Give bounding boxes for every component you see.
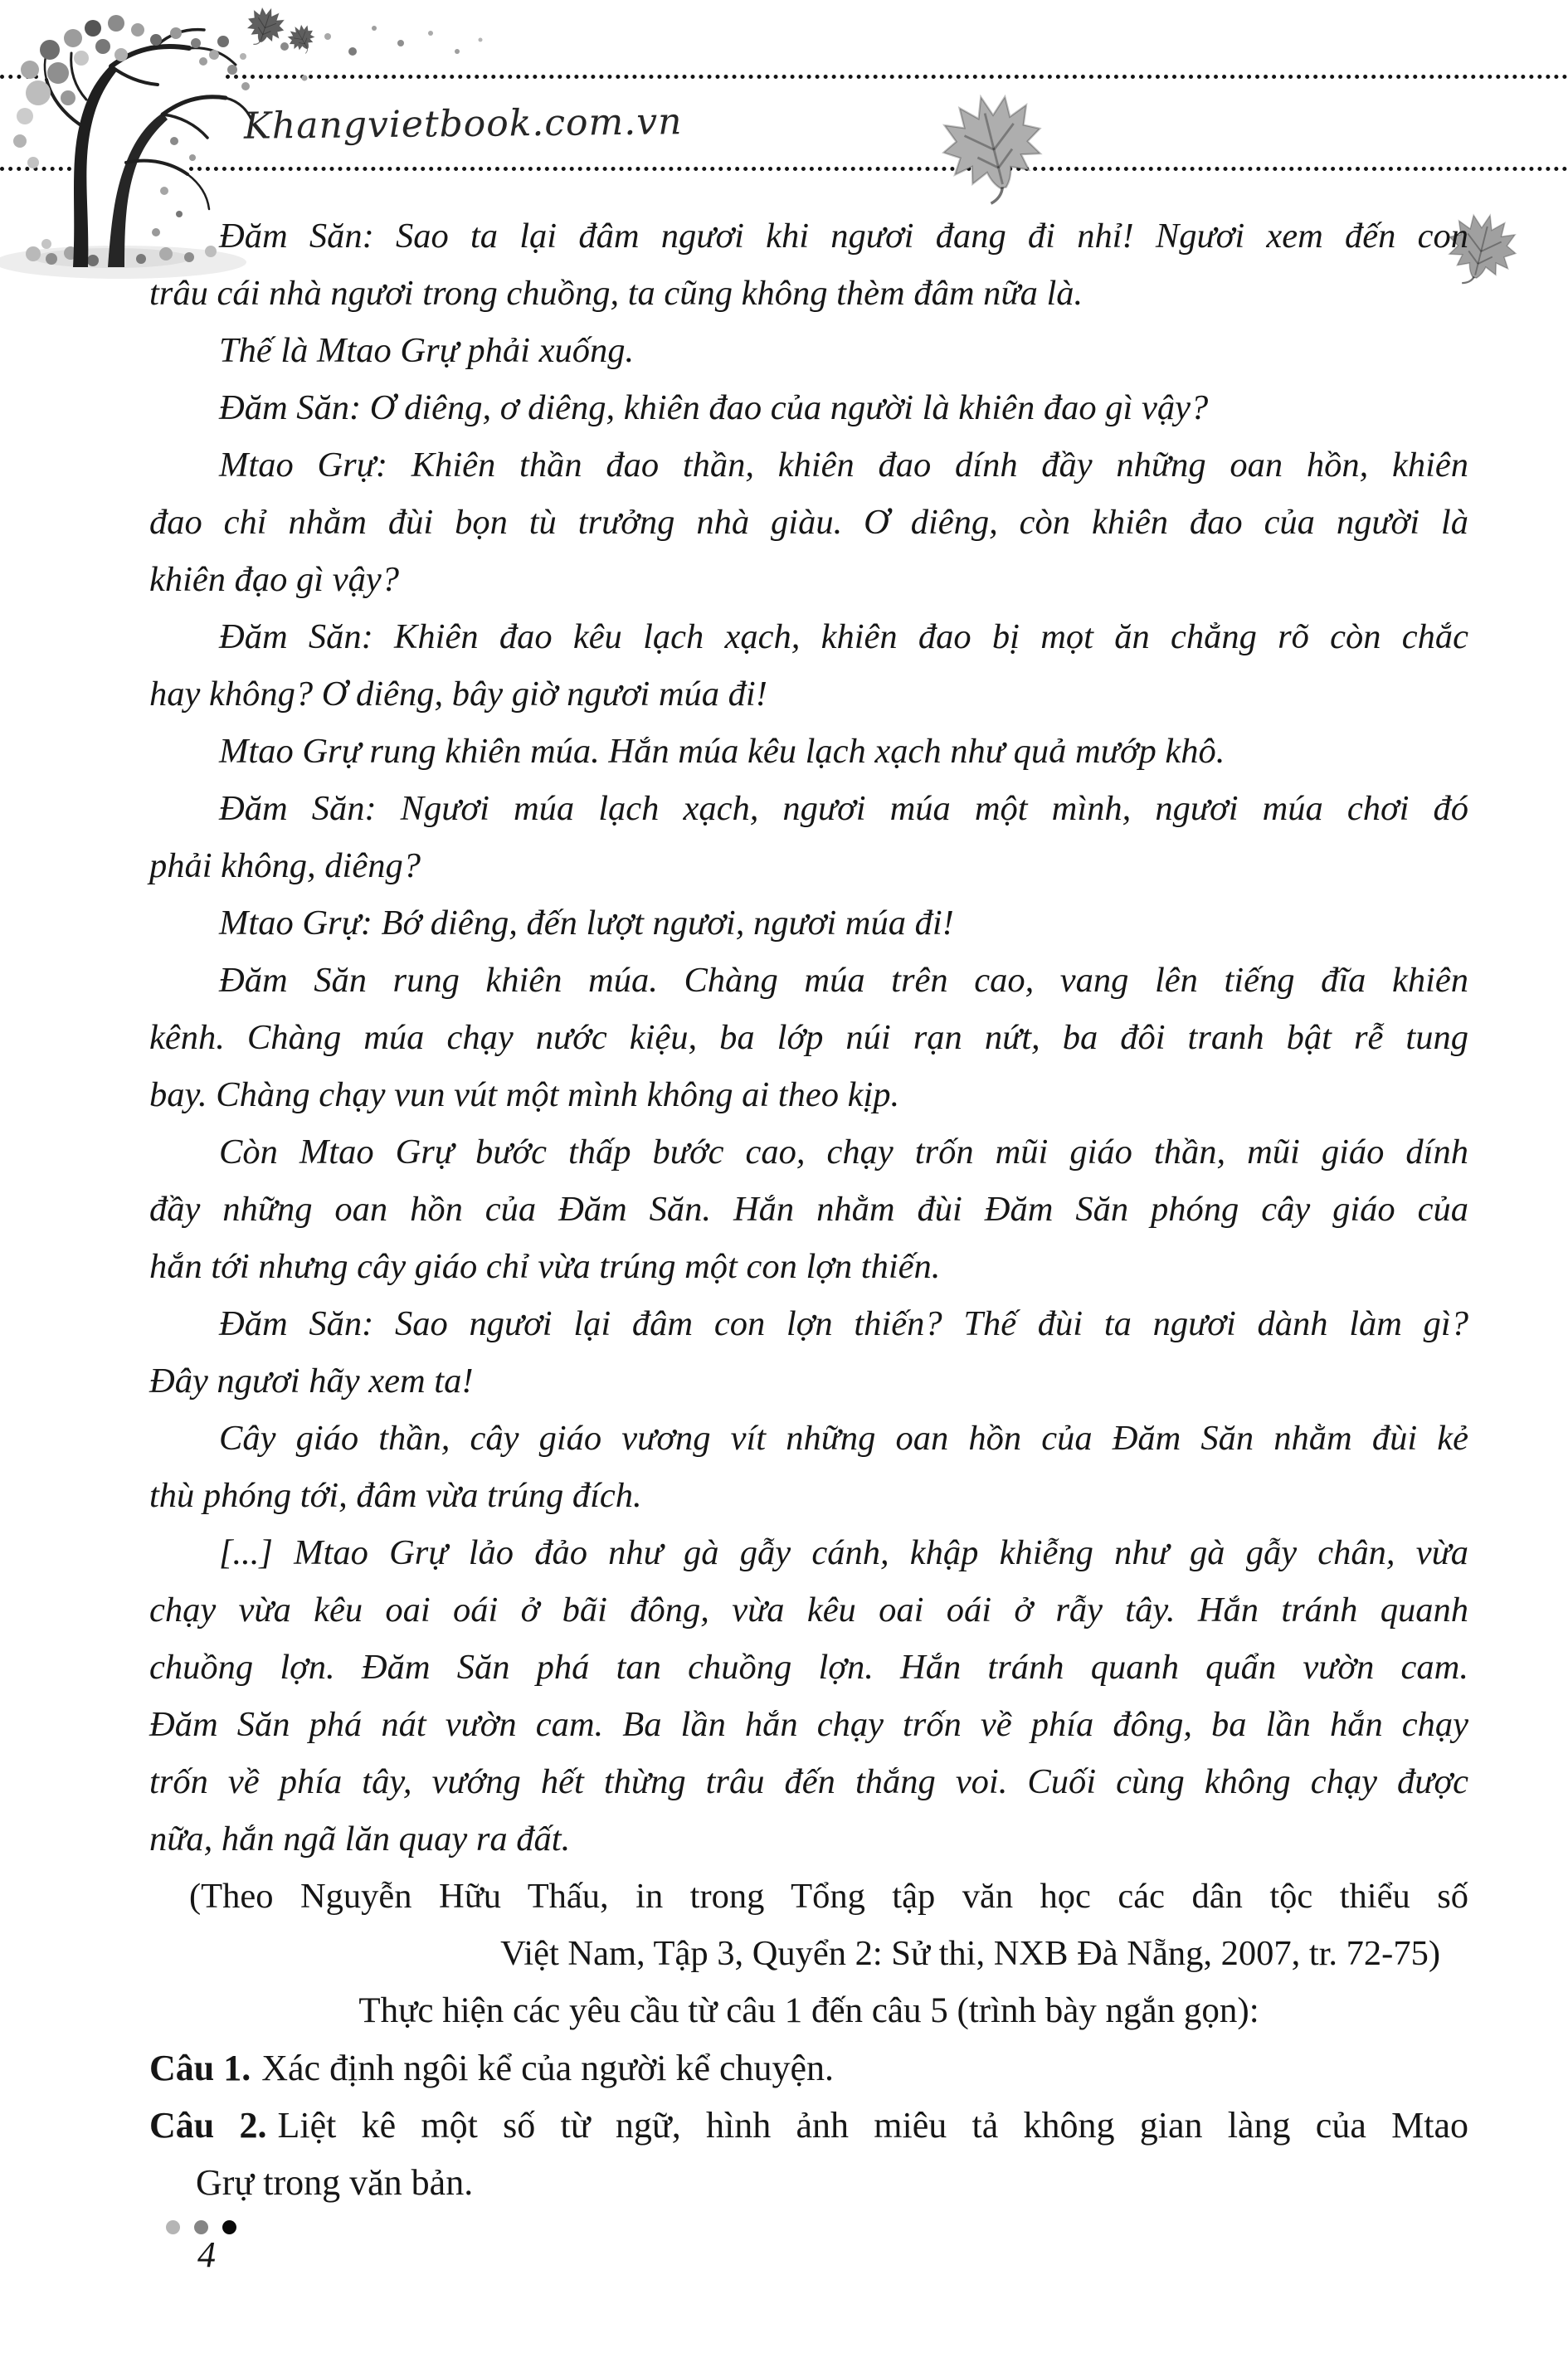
body-line: Đăm Săn: Khiên đao kêu lạch xạch, khiên đao bị mọt ăn chẳng rõ còn chắc	[219, 617, 1468, 656]
dotted-border-bottom	[189, 167, 1568, 171]
body-line: Đây ngươi hãy xem ta!	[149, 1362, 474, 1401]
footer-dot-dark	[222, 2220, 236, 2234]
body-line: Mtao Grự: Khiên thần đao thần, khiên đao dính đầy những oan hồn, khiên	[219, 446, 1468, 485]
footer-dot-mid	[194, 2220, 208, 2234]
body-line: chạy vừa kêu oai oái ở bãi đông, vừa kêu oai oái ở rẫy tây. Hắn tránh quanh	[149, 1591, 1468, 1630]
body-line: [...] Mtao Grự lảo đảo như gà gẫy cánh, khập khiễng như gà gẫy chân, vừa	[219, 1533, 1468, 1572]
page-number: 4	[197, 2234, 216, 2275]
body-line: thù phóng tới, đâm vừa trúng đích.	[149, 1476, 642, 1515]
question-line	[149, 2039, 1468, 2097]
body-line: hay không? Ơ diêng, bây giờ ngươi múa đi!	[149, 675, 767, 714]
body-line: Đăm Săn phá nát vườn cam. Ba lần hắn chạy trốn về phía đông, ba lần hắn chạy	[149, 1705, 1468, 1744]
site-logo: Khangvietbook.com.vn	[243, 100, 683, 148]
question-text: Liệt kê một số từ ngữ, hình ảnh miêu tả không gian làng của Mtao	[277, 2105, 1468, 2146]
body-line: kênh. Chàng múa chạy nước kiệu, ba lớp núi rạn nứt, ba đôi tranh bật rễ tung	[149, 1018, 1468, 1057]
body-line: Thế là Mtao Grự phải xuống.	[219, 331, 635, 370]
footer-dot-light	[166, 2220, 180, 2234]
question-label: Câu 2.	[149, 2105, 267, 2146]
page-text-flow	[149, 207, 1468, 2211]
body-line: đầy những oan hồn của Đăm Săn. Hắn nhằm đùi Đăm Săn phóng cây giáo của	[149, 1190, 1468, 1229]
body-line: nữa, hắn ngã lăn quay ra đất.	[149, 1820, 571, 1859]
body-line: đao chỉ nhằm đùi bọn tù trưởng nhà giàu. Ơ diêng, còn khiên đao của người là	[149, 503, 1468, 542]
question-label: Câu 1.	[149, 2048, 251, 2088]
body-line: Cây giáo thần, cây giáo vương vít những oan hồn của Đăm Săn nhằm đùi kẻ	[219, 1419, 1468, 1458]
body-line: Đăm Săn: Sao ngươi lại đâm con lợn thiến? Thế đùi ta ngươi dành làm gì?	[219, 1304, 1468, 1343]
body-line: Mtao Grự: Bớ diêng, đến lượt ngươi, ngươi múa đi!	[219, 904, 954, 943]
body-line: Đăm Săn: Ơ diêng, ơ diêng, khiên đao của người là khiên đao gì vậy?	[219, 388, 1209, 427]
body-line: Mtao Grự rung khiên múa. Hắn múa kêu lạch xạch như quả mướp khô.	[219, 732, 1225, 771]
body-line: Đăm Săn rung khiên múa. Chàng múa trên cao, vang lên tiếng đĩa khiên	[219, 961, 1468, 1000]
body-line: Đăm Săn: Sao ta lại đâm ngươi khi ngươi đang đi nhỉ! Ngươi xem đến con	[219, 217, 1468, 256]
maple-leaf-icon	[918, 75, 1067, 217]
body-line: chuồng lợn. Đăm Săn phá tan chuồng lợn. Hắn tránh quanh quẩn vườn cam.	[149, 1648, 1468, 1687]
body-line: bay. Chàng chạy vun vút một mình không ai theo kịp.	[149, 1075, 900, 1114]
blowing-leaves-icon	[195, 3, 510, 99]
body-line: Đăm Săn: Ngươi múa lạch xạch, ngươi múa một mình, ngươi múa chơi đó	[219, 789, 1468, 828]
body-line: trốn về phía tây, vướng hết thừng trâu đến thắng voi. Cuối cùng không chạy được	[149, 1762, 1468, 1801]
question-text: Xác định ngôi kể của người kể chuyện.	[261, 2048, 835, 2088]
instruction-line: Thực hiện các yêu cầu từ câu 1 đến câu 5 (trình bày ngắn gọn):	[358, 1991, 1259, 2030]
question-wrap-line: Grự trong văn bản.	[196, 2162, 474, 2203]
body-line: phải không, diêng?	[149, 846, 421, 885]
citation-line-1: (Theo Nguyễn Hữu Thấu, in trong Tổng tập văn học các dân tộc thiểu số	[189, 1877, 1468, 1916]
body-line: khiên đạo gì vậy?	[149, 560, 399, 599]
body-line: Còn Mtao Grự bước thấp bước cao, chạy trốn mũi giáo thần, mũi giáo dính	[219, 1133, 1468, 1172]
citation-line-2: Việt Nam, Tập 3, Quyển 2: Sử thi, NXB Đà Nẵng, 2007, tr. 72-75)	[500, 1934, 1440, 1973]
question-line	[149, 2097, 1468, 2154]
body-line: hắn tới nhưng cây giáo chỉ vừa trúng một con lợn thiến.	[149, 1247, 941, 1286]
body-line: trâu cái nhà ngươi trong chuồng, ta cũng không thèm đâm nữa là.	[149, 274, 1083, 313]
